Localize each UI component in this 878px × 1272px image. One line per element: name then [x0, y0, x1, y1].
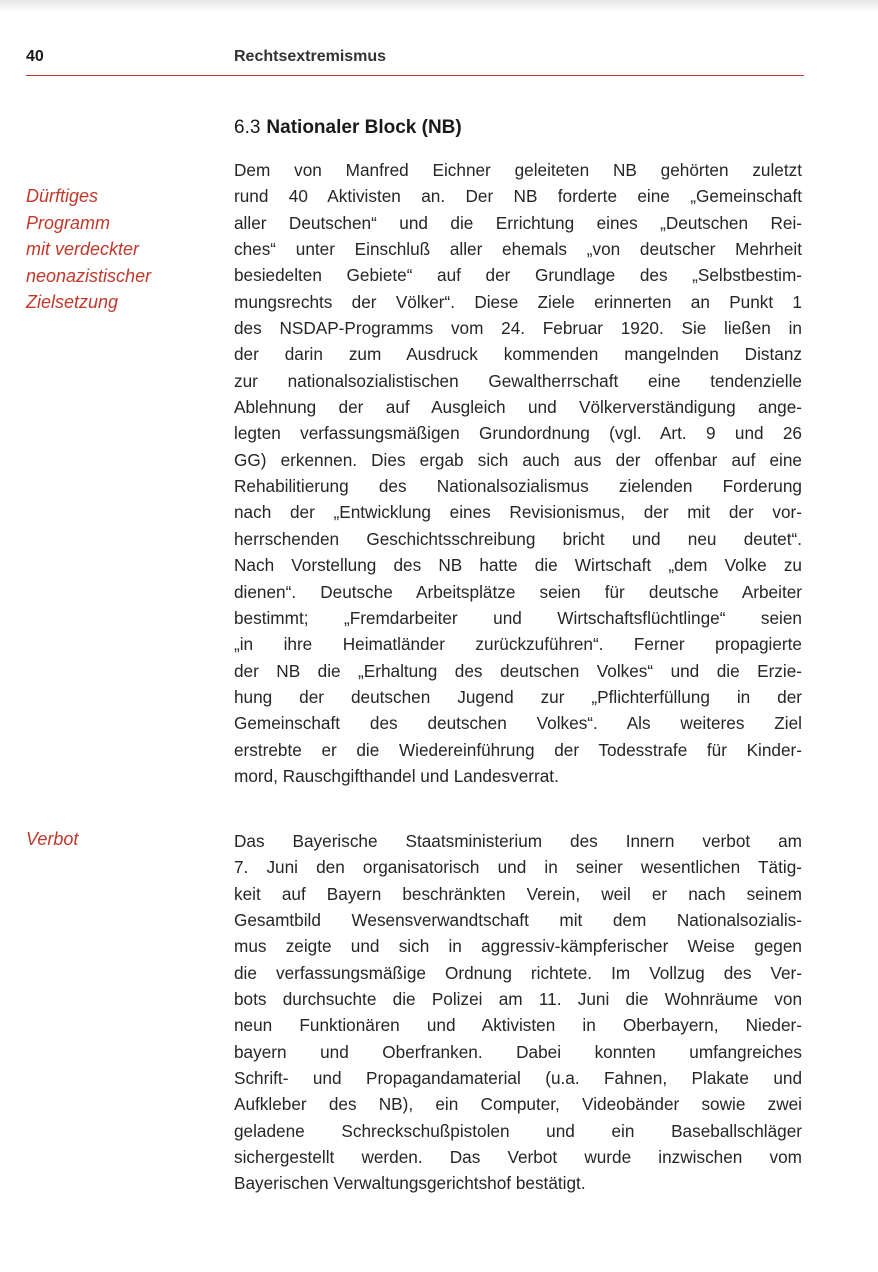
text-line: GG) erkennen. Dies ergab sich auch aus der offenbar auf eine: [234, 449, 802, 470]
text-line: Nach Vorstellung des NB hatte die Wirtschaft „dem Volke zu: [234, 555, 802, 576]
text-line: Aufkleber des NB), ein Computer, Videobänder sowie zwei: [234, 1094, 802, 1115]
margin-note-line: mit verdeckter: [26, 239, 140, 259]
text-line: Schrift- und Propagandamaterial (u.a. Fahnen, Plakate und: [234, 1068, 802, 1089]
text-line: Dem von Manfred Eichner geleiteten NB gehörten zuletzt: [234, 160, 802, 180]
text-line: neun Funktionären und Aktivisten in Oberbayern, Nieder-: [234, 1015, 802, 1036]
text-line: besiedelten Gebiete“ auf der Grundlage des „Selbstbestim-: [234, 265, 802, 286]
text-line: rund 40 Aktivisten an. Der NB forderte eine „Gemeinschaft: [234, 186, 802, 207]
text-line: ches“ unter Einschluß aller ehemals „von deutscher Mehrheit: [234, 239, 802, 260]
text-line: der darin zum Ausdruck kommenden mangelnden Distanz: [234, 344, 802, 365]
text-line: mus zeigte und sich in aggressiv-kämpferischer Weise gegen: [234, 936, 802, 957]
text-line: keit auf Bayern beschränkten Verein, weil er nach seinem: [234, 883, 802, 904]
text-line: bots durchsuchte die Polizei am 11. Juni die Wohnräume von: [234, 989, 802, 1010]
text-line: hung der deutschen Jugend zur „Pflichterfüllung in der: [234, 686, 802, 707]
running-header: Rechtsextremismus: [234, 48, 387, 65]
text-line: bayern und Oberfranken. Dabei konnten umfangreiches: [234, 1041, 802, 1062]
margin-note-line: Dürftiges: [26, 186, 99, 206]
margin-note-line: Programm: [26, 212, 111, 233]
margin-note-line: Verbot: [26, 829, 79, 849]
text-line: bestimmt; „Fremdarbeiter und Wirtschaftsflüchtlinge“ seien: [234, 607, 802, 628]
text-line: nach der „Entwicklung eines Revisionismus, der mit der vor-: [234, 502, 802, 523]
text-line: der NB die „Erhaltung des deutschen Volkes“ und die Erzie-: [234, 660, 802, 681]
margin-note-line: Zielsetzung: [26, 292, 119, 312]
header-rule: [26, 75, 804, 76]
text-line: zur nationalsozialistischen Gewaltherrschaft eine tendenzielle: [234, 370, 802, 391]
text-line: aller Deutschen“ und die Errichtung eines „Deutschen Rei-: [234, 212, 802, 233]
margin-note-line: neonazistischer: [26, 265, 152, 286]
text-line: erstrebte er die Wiedereinführung der Todesstrafe für Kinder-: [234, 739, 802, 760]
text-line: die verfassungsmäßige Ordnung richtete. Im Vollzug des Ver-: [234, 962, 802, 983]
page-number: 40: [26, 48, 44, 65]
page-top-shadow: [0, 0, 878, 12]
text-line: dienen“. Deutsche Arbeitsplätze seien für deutsche Arbeiter: [234, 581, 802, 602]
text-line: des NSDAP-Programms vom 24. Februar 1920. Sie ließen in: [234, 318, 802, 339]
text-line: mungsrechts der Völker“. Diese Ziele erinnerten an Punkt 1: [234, 291, 802, 312]
text-line: Gemeinschaft des deutschen Volkes“. Als weiteres Ziel: [234, 713, 802, 734]
text-line: geladene Schreckschußpistolen und ein Baseballschläger: [234, 1120, 802, 1141]
text-line: herrschenden Geschichtsschreibung bricht und neu deutet“.: [234, 528, 802, 549]
paragraph-ban: [234, 828, 802, 1197]
text-line: Rehabilitierung des Nationalsozialismus zielenden Forderung: [234, 476, 802, 497]
paragraph-program: [234, 157, 802, 789]
section-number: 6.3: [234, 117, 261, 138]
text-line: Gesamtbild Wesensverwandtschaft mit dem Nationalsozialis-: [234, 910, 802, 931]
text-line: mord, Rauschgifthandel und Landesverrat.: [234, 765, 559, 786]
text-line: Bayerischen Verwaltungsgerichtshof bestätigt.: [234, 1173, 586, 1194]
text-line: Ablehnung der auf Ausgleich und Völkerverständigung ange-: [234, 397, 802, 418]
text-line: sichergestellt werden. Das Verbot wurde inzwischen vom: [234, 1147, 802, 1168]
text-line: „in ihre Heimatländer zurückzuführen“. Ferner propagierte: [234, 634, 802, 655]
margin-note-ban: [26, 826, 78, 853]
section-heading: [234, 117, 462, 139]
margin-note-program: [26, 183, 151, 316]
text-line: Das Bayerische Staatsministerium des Innern verbot am: [234, 831, 802, 851]
text-line: legten verfassungsmäßigen Grundordnung (vgl. Art. 9 und 26: [234, 423, 802, 444]
section-title: Nationaler Block (NB): [266, 117, 462, 138]
text-line: 7. Juni den organisatorisch und in seiner wesentlichen Tätig-: [234, 857, 802, 878]
